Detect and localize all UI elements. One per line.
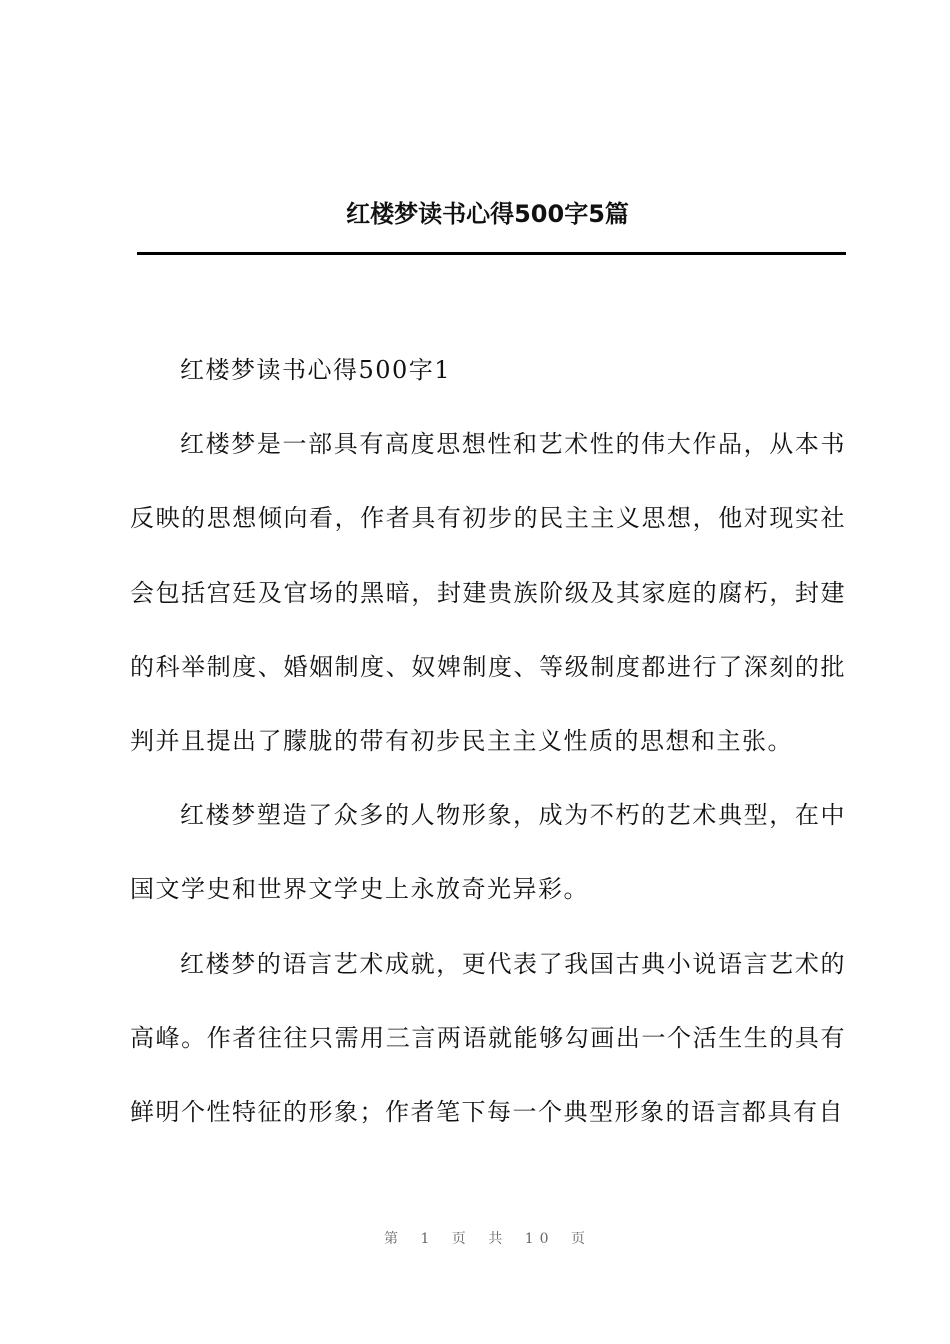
page-footer: 第 1 页 共 10 页 (384, 1231, 591, 1247)
body-paragraph: 红楼梦是一部具有高度思想性和艺术性的伟大作品，从本书反映的思想倾向看，作者具有初步的民主主义思想，他对现实社会包括宫廷及官场的黑暗，封建贵族阶级及其家庭的腐朽，封建的科举制度、婚姻制度、奴婢制度、等级制度都进行了深刻的批判并且提出了朦胧的带有初步民主主义性质的思想和主张。 (130, 430, 846, 756)
document-title: 红楼梦读书心得500字5篇 (346, 200, 629, 228)
document-body (130, 333, 846, 1149)
body-paragraph: 红楼梦的语言艺术成就，更代表了我国古典小说语言艺术的高峰。作者往往只需用三言两语就能够勾画出一个活生生的具有鲜明个性特征的形象；作者笔下每一个典型形象的语言都具有自 (130, 949, 846, 1127)
title-underline (137, 252, 846, 255)
section-heading: 红楼梦读书心得500字1 (180, 356, 452, 384)
body-paragraph: 红楼梦塑造了众多的人物形象，成为不朽的艺术典型，在中国文学史和世界文学史上永放奇光异彩。 (130, 801, 846, 904)
